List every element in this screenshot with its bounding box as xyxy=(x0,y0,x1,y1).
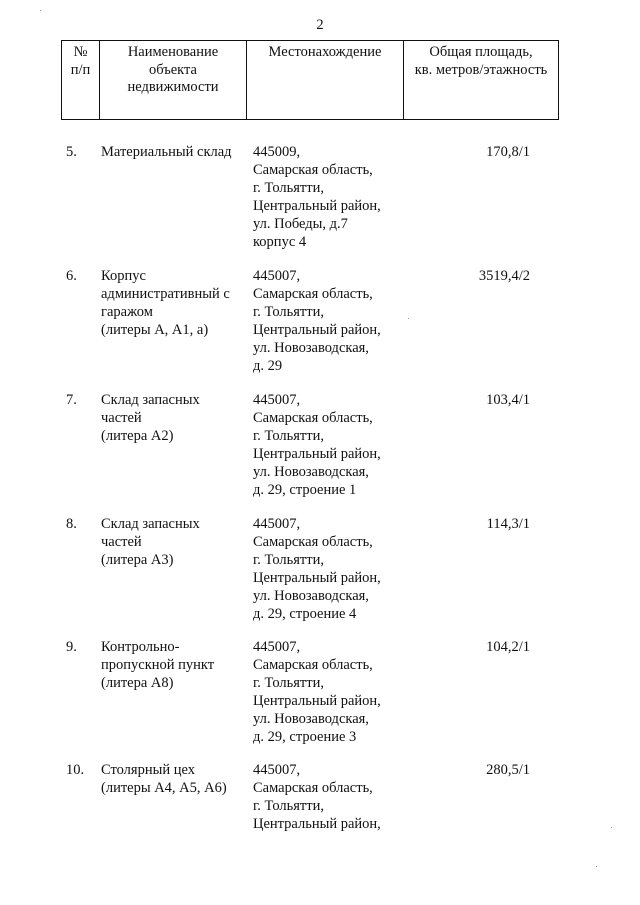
object-area: 3519,4/2 xyxy=(478,268,530,284)
header-name-line: недвижимости xyxy=(127,79,219,95)
row-number: 6. xyxy=(66,268,77,284)
object-address: 445007, Самарская область, г. Тольятти, Центральный район, xyxy=(253,762,381,832)
scan-speck xyxy=(40,10,41,11)
scan-speck xyxy=(408,318,409,319)
object-area: 104,2/1 xyxy=(486,639,530,655)
row-number: 8. xyxy=(66,516,77,532)
object-area: 114,3/1 xyxy=(486,516,530,532)
object-name: Склад запасных частей (литера А2) xyxy=(101,392,200,444)
object-area: 103,4/1 xyxy=(486,392,530,408)
object-address: 445009, Самарская область, г. Тольятти, Центральный район, ул. Победы, д.7 корпус 4 xyxy=(253,144,381,250)
object-name: Столярный цех (литеры А4, А5, А6) xyxy=(101,762,227,796)
scan-speck xyxy=(596,866,597,867)
object-area: 170,8/1 xyxy=(486,144,530,160)
header-area-line: кв. метров/этажность xyxy=(414,61,548,78)
header-area xyxy=(404,41,558,119)
page-number: 2 xyxy=(316,17,324,33)
scan-speck xyxy=(611,827,612,828)
header-location xyxy=(247,41,404,119)
object-address: 445007, Самарская область, г. Тольятти, Центральный район, ул. Новозаводская, д. 29, строение 3 xyxy=(253,639,381,745)
header-num-line: п/п xyxy=(70,61,91,78)
row-number: 10. xyxy=(66,762,85,778)
header-name-line: объекта xyxy=(148,61,197,78)
object-name: Контрольно- пропускной пункт (литера А8) xyxy=(101,639,215,691)
header-name-line: Наименование xyxy=(127,44,219,60)
object-area: 280,5/1 xyxy=(486,762,530,778)
object-name: Материальный склад xyxy=(101,144,232,160)
object-name: Корпус административный с гаражом (литеры А, А1, а) xyxy=(101,268,230,338)
row-number: 7. xyxy=(66,392,77,408)
object-address: 445007, Самарская область, г. Тольятти, Центральный район, ул. Новозаводская, д. 29, строение 4 xyxy=(253,516,381,622)
object-address: 445007, Самарская область, г. Тольятти, Центральный район, ул. Новозаводская, д. 29, строение 1 xyxy=(253,392,381,498)
object-name: Склад запасных частей (литера А3) xyxy=(101,516,200,568)
row-number: 9. xyxy=(66,639,77,655)
header-num xyxy=(62,41,100,119)
header-area-line: Общая площадь, xyxy=(429,44,533,60)
row-number: 5. xyxy=(66,144,77,160)
header-name xyxy=(100,41,247,119)
object-address: 445007, Самарская область, г. Тольятти, Центральный район, ул. Новозаводская, д. 29 xyxy=(253,268,381,374)
table-header xyxy=(61,40,559,120)
header-location-line: Местонахождение xyxy=(268,44,382,60)
header-num-line: № xyxy=(73,44,88,60)
